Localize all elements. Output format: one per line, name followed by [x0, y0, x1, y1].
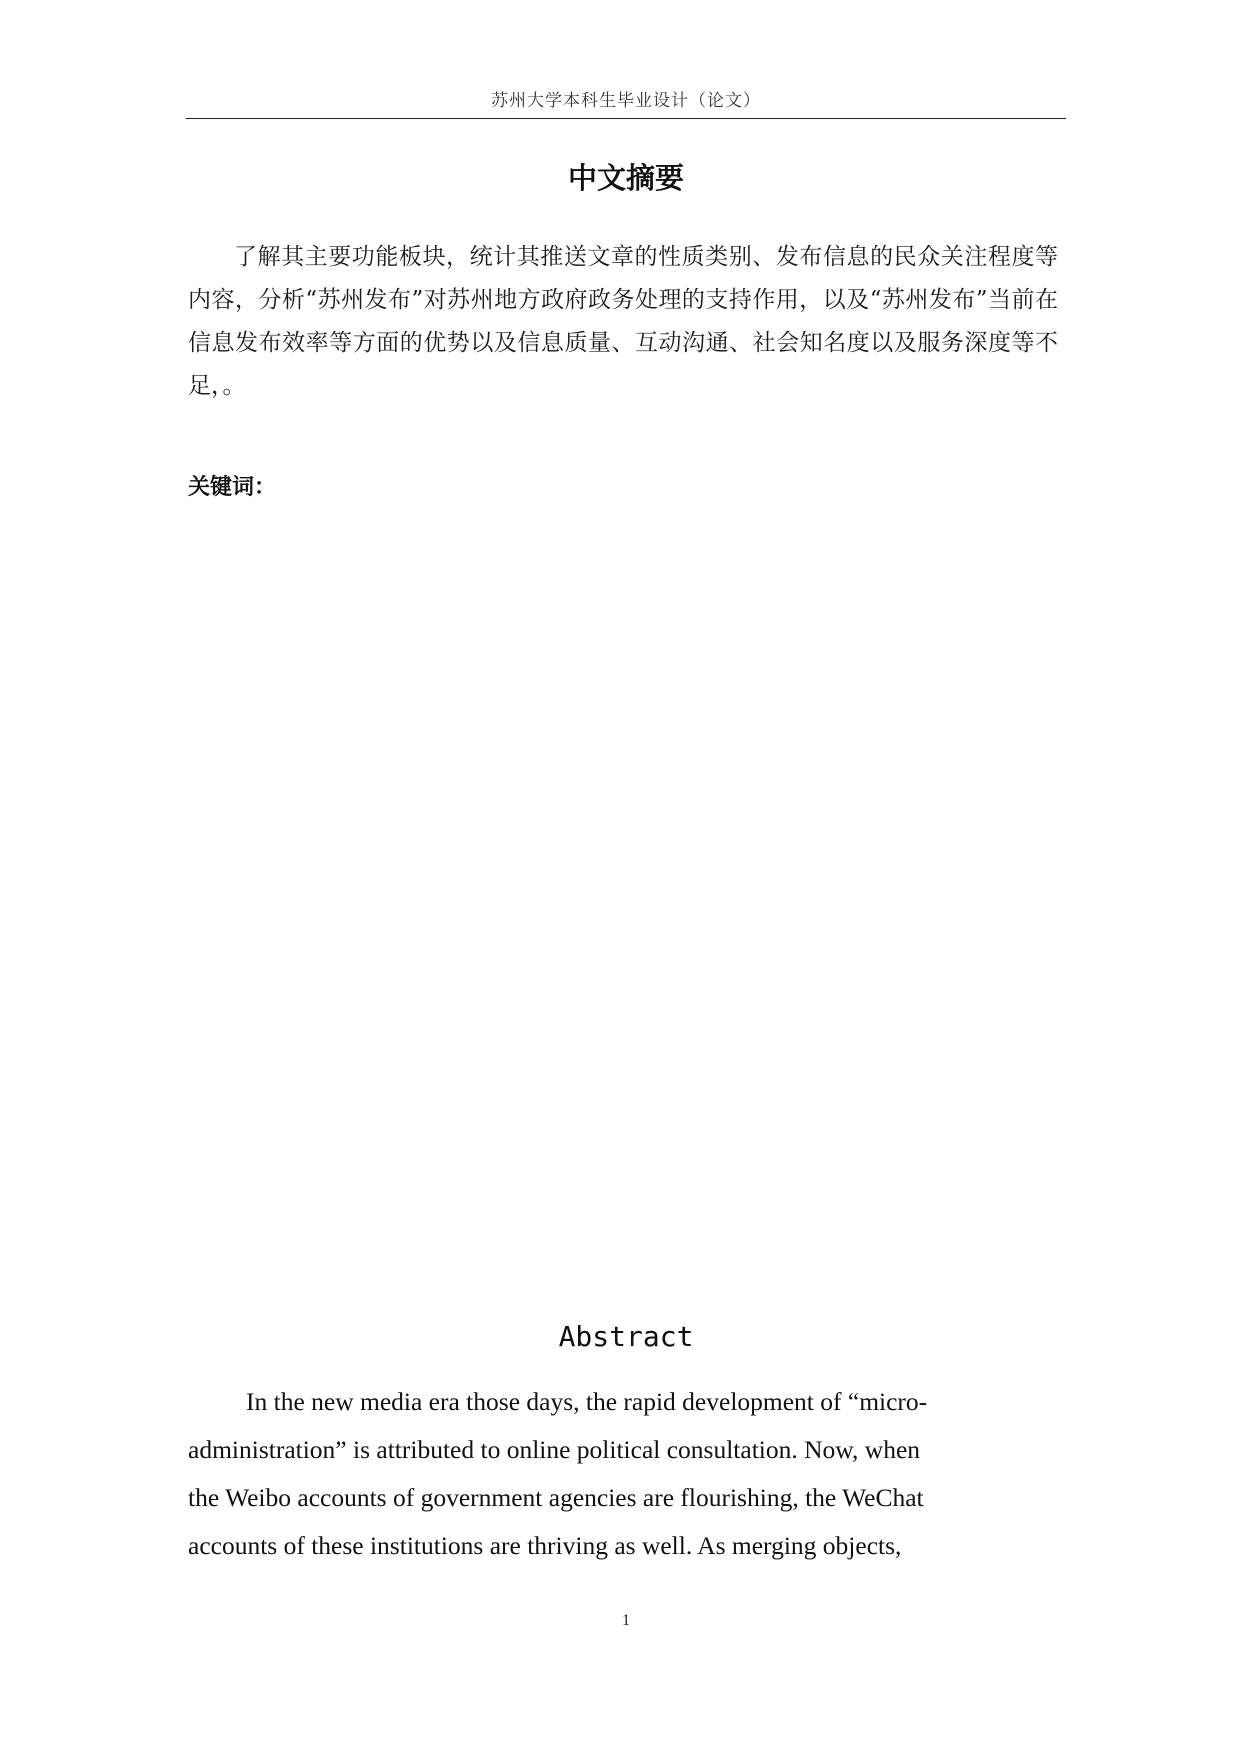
chinese-abstract-title: 中文摘要 [567, 161, 684, 195]
english-abstract-body [188, 1378, 1068, 1570]
english-abstract-line: the Weibo accounts of government agencies are flourishing, the WeChat [188, 1483, 924, 1512]
english-abstract-title: Abstract [558, 1320, 694, 1353]
header-divider [186, 118, 1066, 119]
english-abstract-line: accounts of these institutions are thriving as well. As merging objects, [188, 1531, 902, 1560]
chinese-abstract-body: 了解其主要功能板块，统计其推送文章的性质类别、发布信息的民众关注程度等内容，分析“苏州发布”对苏州地方政府政务处理的支持作用，以及“苏州发布”当前在信息发布效率等方面的优势以及信息质量、互动沟通、社会知名度以及服务深度等不足，。 [188, 244, 1058, 399]
page-number: 1 [622, 1612, 630, 1629]
keywords-label: 关键词： [188, 475, 277, 500]
running-header: 苏州大学本科生毕业设计（论文） [491, 91, 761, 111]
english-abstract-line: administration” is attributed to online political consultation. Now, when [188, 1435, 921, 1464]
english-abstract-line: In the new media era those days, the rapid development of “micro- [246, 1387, 928, 1416]
